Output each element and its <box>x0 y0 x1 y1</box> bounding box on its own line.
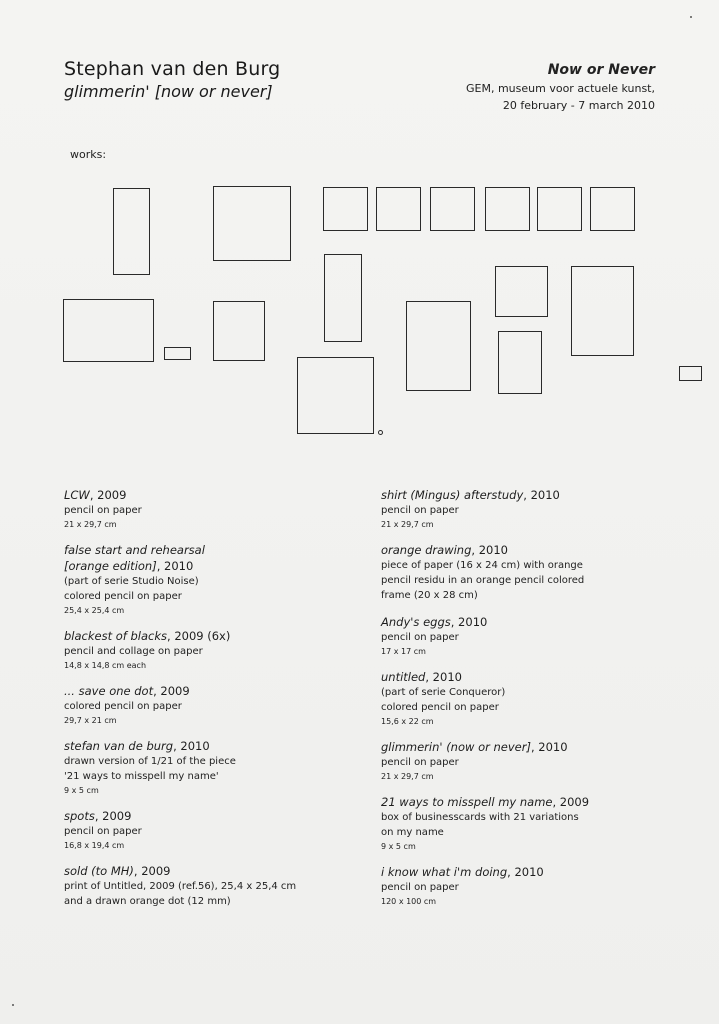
work-title-line <box>381 739 691 755</box>
work-title-line <box>381 864 691 880</box>
work-year: , 2010 <box>156 559 194 573</box>
work-frame <box>537 187 582 231</box>
work-year: , 2009 <box>94 809 132 823</box>
work-entry <box>64 542 374 617</box>
work-title: blackest of blacks <box>64 629 168 643</box>
work-year: , 2010 <box>471 543 508 557</box>
work-title-line <box>64 683 374 699</box>
work-title-line <box>64 487 374 503</box>
work-medium: pencil residu in an orange pencil colored <box>381 575 585 586</box>
work-dimensions: 29,7 x 21 cm <box>64 716 117 725</box>
work-title: spots <box>64 809 95 823</box>
work-frame <box>113 188 150 275</box>
work-frame <box>164 347 191 360</box>
work-title: 21 ways to misspell my name <box>381 795 553 809</box>
work-medium: '21 ways to misspell my name' <box>64 771 219 782</box>
work-title-line <box>64 738 374 754</box>
work-title: stefan van de burg <box>64 739 174 753</box>
work-medium: pencil on paper <box>64 826 142 837</box>
work-title-line <box>381 669 691 685</box>
work-medium: on my name <box>381 827 444 838</box>
work-entry <box>381 487 691 531</box>
work-dimensions: 21 x 29,7 cm <box>64 520 117 529</box>
exhibition-venue: GEM, museum voor actuele kunst, <box>466 82 655 95</box>
work-title: shirt (Mingus) afterstudy <box>381 488 524 502</box>
work-dimensions: 15,6 x 22 cm <box>381 717 434 726</box>
work-title: untitled <box>381 670 426 684</box>
work-year: , 2010 <box>523 488 560 502</box>
works-list-left <box>64 487 374 920</box>
work-medium: pencil on paper <box>381 882 459 893</box>
work-title: i know what i'm doing <box>381 865 508 879</box>
work-entry <box>64 487 374 531</box>
work-year: , 2010 <box>530 740 568 754</box>
work-medium: pencil and collage on paper <box>64 646 203 657</box>
work-frame <box>406 301 471 391</box>
work-year: , 2009 <box>153 684 190 698</box>
work-year: , 2010 <box>425 670 462 684</box>
work-frame <box>63 299 154 362</box>
work-year: , 2010 <box>507 865 544 879</box>
work-medium: print of Untitled, 2009 (ref.56), 25,4 x 25,4 cm <box>64 881 297 892</box>
work-title-line <box>64 542 374 558</box>
work-title: LCW <box>64 488 90 502</box>
work-year: , 2010 <box>450 615 488 629</box>
work-dimensions: 21 x 29,7 cm <box>381 772 434 781</box>
work-dimensions: 21 x 29,7 cm <box>381 520 434 529</box>
work-medium: and a drawn orange dot (12 mm) <box>64 896 231 907</box>
work-frame <box>323 187 368 231</box>
work-title-line <box>64 628 374 644</box>
work-year: , 2009 <box>552 795 590 809</box>
work-entry <box>64 808 374 852</box>
work-medium: (part of serie Studio Noise) <box>64 576 199 587</box>
work-frame <box>213 301 265 361</box>
work-medium: pencil on paper <box>381 757 459 768</box>
work-title-line <box>64 808 374 824</box>
work-title-line <box>64 863 374 879</box>
work-title-line <box>381 614 691 630</box>
work-medium: pencil on paper <box>64 505 142 516</box>
work-title: ... save one dot <box>64 684 154 698</box>
work-medium: frame (20 x 28 cm) <box>381 590 478 601</box>
work-frame <box>376 187 421 231</box>
exhibition-subtitle: glimmerin' [now or never] <box>64 82 273 101</box>
paper-speck <box>12 1004 14 1006</box>
work-entry <box>381 794 691 853</box>
works-list-right <box>381 487 691 919</box>
work-frame <box>430 187 475 231</box>
work-title-line <box>381 542 691 558</box>
work-entry <box>64 738 374 797</box>
work-title: Andy's eggs <box>381 615 451 629</box>
work-entry <box>64 628 374 672</box>
work-medium: colored pencil on paper <box>64 591 182 602</box>
work-medium: drawn version of 1/21 of the piece <box>64 756 236 767</box>
work-entry <box>381 739 691 783</box>
work-frame <box>498 331 542 394</box>
work-medium: (part of serie Conqueror) <box>381 687 506 698</box>
works-label: works: <box>70 148 107 161</box>
work-entry <box>381 864 691 908</box>
work-title-line <box>381 487 691 503</box>
work-entry <box>64 863 374 909</box>
work-dimensions: 16,8 x 19,4 cm <box>64 841 125 850</box>
work-year: , 2009 <box>89 488 127 502</box>
work-medium: piece of paper (16 x 24 cm) with orange <box>381 560 583 571</box>
work-year: , 2009 (6x) <box>167 629 231 643</box>
artist-name: Stephan van den Burg <box>64 58 281 80</box>
work-medium: colored pencil on paper <box>381 702 499 713</box>
work-frame <box>590 187 635 231</box>
work-medium: colored pencil on paper <box>64 701 182 712</box>
work-frame <box>495 266 548 317</box>
work-frame <box>213 186 291 261</box>
work-entry <box>381 614 691 658</box>
work-entry <box>64 683 374 727</box>
work-title-line <box>64 558 374 574</box>
work-frame <box>324 254 362 342</box>
work-year: , 2009 <box>133 864 171 878</box>
work-dimensions: 9 x 5 cm <box>64 786 99 795</box>
header-left <box>64 58 280 103</box>
work-frame <box>485 187 530 231</box>
work-medium: box of businesscards with 21 variations <box>381 812 579 823</box>
work-title: glimmerin' (now or never] <box>381 740 531 754</box>
orange-dot-mark <box>378 430 383 435</box>
exhibition-title: Now or Never <box>547 62 655 78</box>
work-year: , 2010 <box>173 739 210 753</box>
work-title: false start and rehearsal <box>64 543 205 557</box>
work-dimensions: 9 x 5 cm <box>381 842 416 851</box>
work-entry <box>381 542 691 603</box>
paper-speck <box>690 16 692 18</box>
work-title-continued: [orange edition] <box>64 559 157 573</box>
work-medium: pencil on paper <box>381 505 459 516</box>
exhibition-dates: 20 february - 7 march 2010 <box>502 99 655 112</box>
work-title-line <box>381 794 691 810</box>
work-frame <box>679 366 702 381</box>
work-title: orange drawing <box>381 543 472 557</box>
work-dimensions: 17 x 17 cm <box>381 647 426 656</box>
work-entry <box>381 669 691 728</box>
work-dimensions: 25,4 x 25,4 cm <box>64 606 125 615</box>
work-frame <box>297 357 374 434</box>
header-right <box>466 60 655 114</box>
work-frame <box>571 266 634 356</box>
work-dimensions: 120 x 100 cm <box>381 897 437 906</box>
work-title: sold (to MH) <box>64 864 134 878</box>
work-medium: pencil on paper <box>381 632 459 643</box>
work-dimensions: 14,8 x 14,8 cm each <box>64 661 147 670</box>
